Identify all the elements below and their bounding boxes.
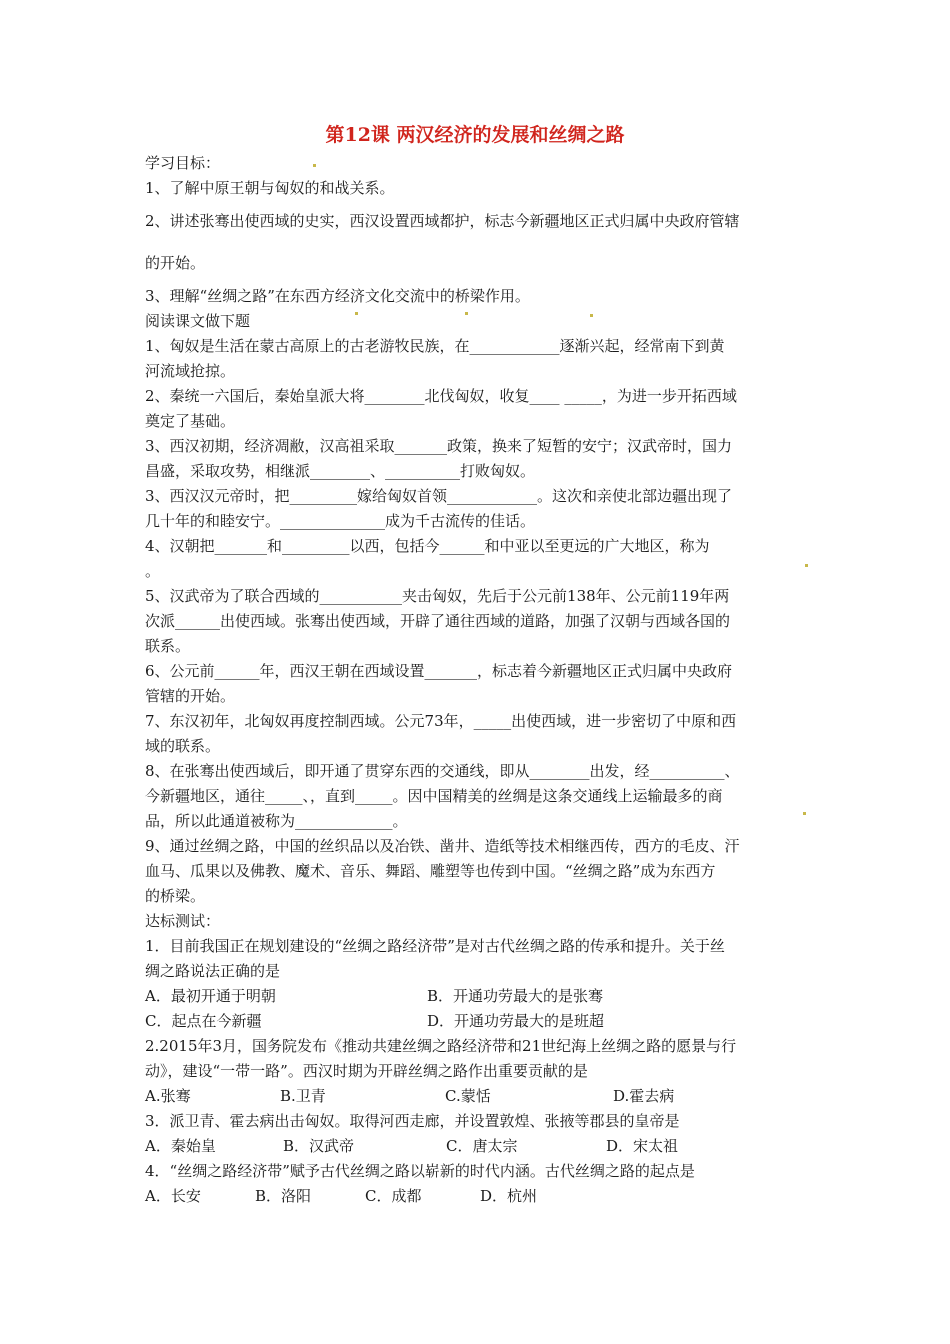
option-d: D．杭州: [480, 1187, 538, 1205]
option-a: A．最初开通于明朝: [145, 987, 276, 1005]
exercise-line: 8、在张骞出使西域后，即开通了贯穿东西的交通线，即从________出发，经__________、: [145, 762, 740, 780]
exercise-line: 的桥梁。: [145, 887, 206, 905]
exercise-line: 昌盛，采取攻势，相继派________、__________打败匈奴。: [145, 462, 536, 480]
lesson-title: 第12课 两汉经济的发展和丝绸之路: [325, 124, 625, 146]
scan-speck: [803, 812, 806, 815]
option-b: B.卫青: [280, 1087, 326, 1105]
exercise-line: 奠定了基础。: [145, 412, 236, 430]
scan-speck: [313, 164, 316, 167]
question-3: [145, 1109, 810, 1159]
option-row: [145, 1134, 810, 1159]
option-d: D.霍去病: [613, 1087, 675, 1105]
option-c: C．起点在今新疆: [145, 1012, 262, 1030]
option-b: B．开通功劳最大的是张骞: [427, 987, 604, 1005]
exercise-line: 血马、瓜果以及佛教、魔术、音乐、舞蹈、雕塑等也传到中国。“丝绸之路”成为东西方: [145, 862, 716, 880]
question-stem: 绸之路说法正确的是: [145, 962, 281, 980]
question-stem: 2.2015年3月，国务院发布《推动共建丝绸之路经济带和21世纪海上丝绸之路的愿景与行: [145, 1037, 737, 1055]
exercise-line: 4、汉朝把_______和_________以西，包括今______和中亚以至更远的广大地区，称为: [145, 537, 710, 555]
exercise-line: 。: [145, 562, 161, 580]
exercise-line: 2、秦统一六国后，秦始皇派大将________北伐匈奴，收复____ _____，为进一步开拓西域: [145, 387, 737, 405]
scan-speck: [465, 312, 468, 315]
question-2: [145, 1034, 810, 1109]
exercise-line: 7、东汉初年，北匈奴再度控制西域。公元73年，_____出使西域，进一步密切了中原和西: [145, 712, 737, 730]
question-stem: 1．目前我国正在规划建设的“丝绸之路经济带”是对古代丝绸之路的传承和提升。关于丝: [145, 937, 725, 955]
question-stem: 动》，建设“一带一路”。西汉时期为开辟丝绸之路作出重要贡献的是: [145, 1062, 588, 1080]
exercise-line: 6、公元前______年，西汉王朝在西域设置_______，标志着今新疆地区正式归属中央政府: [145, 662, 733, 680]
option-a: A.张骞: [145, 1087, 191, 1105]
option-c: C．成都: [365, 1187, 422, 1205]
question-1: [145, 934, 810, 1034]
exercise-line: 品，所以此通道被称为_____________。: [145, 812, 408, 830]
exercise-line: 河流域抢掠。: [145, 362, 236, 380]
reading-exercises: [145, 334, 810, 909]
exercise-line: 几十年的和睦安宁。______________成为千古流传的佳话。: [145, 512, 536, 530]
option-row: [145, 1184, 810, 1209]
document-body: [145, 151, 810, 1209]
objective-item: 2、讲述张骞出使西域的史实，西汉设置西域都护，标志今新疆地区正式归属中央政府管辖: [145, 212, 740, 230]
exercise-line: 联系。: [145, 637, 191, 655]
scan-speck: [355, 312, 358, 315]
exercise-line: 管辖的开始。: [145, 687, 236, 705]
objective-item: 1、了解中原王朝与匈奴的和战关系。: [145, 179, 395, 197]
scan-speck: [805, 564, 808, 567]
question-stem: 3．派卫青、霍去病出击匈奴。取得河西走廊，并设置敦煌、张掖等郡县的皇帝是: [145, 1112, 680, 1130]
scan-speck: [590, 314, 593, 317]
exercise-line: 今新疆地区，通往_____、，直到_____。因中国精美的丝绸是这条交通线上运输最多的商: [145, 787, 723, 805]
option-b: B．汉武帝: [283, 1137, 355, 1155]
question-4: [145, 1159, 810, 1209]
option-a: A．长安: [145, 1187, 201, 1205]
exercise-line: 3、西汉汉元帝时，把_________嫁给匈奴首领____________。这次和亲使北部边疆出现了: [145, 487, 733, 505]
option-b: B．洛阳: [255, 1187, 312, 1205]
option-a: A．秦始皇: [145, 1137, 216, 1155]
option-d: D．宋太祖: [606, 1137, 679, 1155]
exercise-line: 1、匈奴是生活在蒙古高原上的古老游牧民族，在____________逐渐兴起，经常南下到黄: [145, 337, 725, 355]
objective-item: 3、理解“丝绸之路”在东西方经济文化交流中的桥梁作用。: [145, 287, 530, 305]
objective-item: 的开始。: [145, 254, 206, 272]
question-stem: 4．“丝绸之路经济带”赋予古代丝绸之路以崭新的时代内涵。古代丝绸之路的起点是: [145, 1162, 695, 1180]
test-heading: 达标测试：: [145, 912, 221, 930]
exercise-line: 域的联系。: [145, 737, 221, 755]
exercise-line: 次派______出使西域。张骞出使西域，开辟了通往西域的道路，加强了汉朝与西域各国的: [145, 612, 731, 630]
option-row: [145, 1009, 810, 1034]
option-c: C.蒙恬: [445, 1087, 491, 1105]
exercise-line: 5、汉武帝为了联合西域的___________夹击匈奴，先后于公元前138年、公元前119年两: [145, 587, 730, 605]
reading-heading: 阅读课文做下题: [145, 312, 251, 330]
exercise-line: 3、西汉初期，经济凋敝，汉高祖采取_______政策，换来了短暂的安宁；汉武帝时，国力: [145, 437, 733, 455]
option-row: [145, 1084, 810, 1109]
option-row: [145, 984, 810, 1009]
exercise-line: 9、通过丝绸之路，中国的丝织品以及冶铁、凿井、造纸等技术相继西传，西方的毛皮、汗: [145, 837, 740, 855]
option-c: C．唐太宗: [446, 1137, 518, 1155]
option-d: D．开通功劳最大的是班超: [427, 1012, 605, 1030]
objectives-heading: 学习目标：: [145, 154, 221, 172]
